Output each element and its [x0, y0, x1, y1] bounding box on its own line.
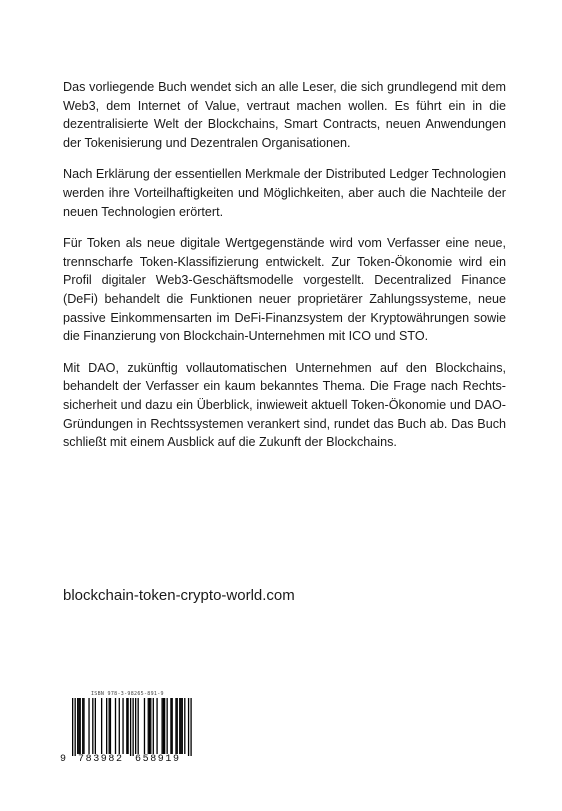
barcode-bar	[190, 698, 191, 756]
blurb-paragraph-2: Nach Erklärung der essentiellen Merkmale der Distributed Ledger Technologien werden ihre Vorteilhaftigkeiten und Möglichkeiten, aber auch die Nachteile der neuen Technologien erörtert.	[63, 167, 506, 219]
barcode-bar	[138, 698, 139, 754]
barcode-digit-first: 9	[60, 754, 67, 765]
barcode-bar	[82, 698, 83, 754]
barcode-bar	[180, 698, 181, 754]
barcode-bar	[80, 698, 81, 754]
barcode-bar	[115, 698, 116, 754]
blurb-paragraph-4: Mit DAO, zukünftig vollautomatischen Unternehmen auf den Blockchains, behandelt der Verfasser ein kaum bekanntes Thema. Die Frage nach Rechtssicherheit und dazu ein Überblick, inwieweit aktuell Token-Ökonomie und DAO-Gründungen in Rechtssystemen verankert sind, rundet das Buch ab. Das Buch schließt mit einem Ausblick auf die Zukunft der Blockchains.	[63, 360, 506, 450]
barcode-bar	[75, 698, 76, 756]
barcode-bar	[88, 698, 89, 754]
barcode-bar	[122, 698, 123, 754]
barcode-bar	[119, 698, 120, 754]
barcode-bar	[135, 698, 136, 754]
barcode-bar	[182, 698, 183, 754]
barcode-bar	[109, 698, 110, 754]
barcode-bar	[144, 698, 145, 754]
isbn-barcode	[59, 690, 199, 770]
barcode-bar	[188, 698, 189, 756]
barcode-bar	[127, 698, 128, 754]
barcode-bar	[175, 698, 176, 754]
barcode-bar	[184, 698, 185, 754]
barcode-bar	[150, 698, 151, 754]
barcode-bar	[172, 698, 173, 754]
barcode-bar	[110, 698, 111, 754]
barcode-bar	[179, 698, 180, 754]
barcode-isbn-text: ISBN 978-3-98265-891-9	[91, 691, 164, 697]
barcode-bar	[170, 698, 171, 754]
barcode-bar	[163, 698, 164, 754]
barcode-digits-left: 783982	[78, 754, 124, 765]
barcode-bar	[132, 698, 133, 756]
barcode-bar	[156, 698, 157, 754]
barcode-digits-right: 658919	[135, 754, 181, 765]
barcode-bar	[153, 698, 154, 754]
barcode-bar	[83, 698, 84, 754]
barcode-bar	[72, 698, 73, 756]
barcode-bar	[177, 698, 178, 754]
barcode-bar	[101, 698, 102, 754]
barcode-bar	[78, 698, 79, 754]
barcode-bar	[92, 698, 93, 754]
barcode-bar	[161, 698, 162, 754]
barcode-bar	[126, 698, 127, 754]
barcode-bar	[164, 698, 165, 754]
barcode-bar	[106, 698, 107, 754]
website-url: blockchain-token-crypto-world.com	[63, 587, 295, 604]
barcode-bar	[130, 698, 131, 756]
barcode-bar	[77, 698, 78, 754]
barcode-bar	[95, 698, 96, 754]
barcode-bar	[148, 698, 149, 754]
barcode-bar	[149, 698, 150, 754]
blurb-paragraph-1: Das vorliegende Buch wendet sich an alle Leser, die sich grundlegend mit dem Web3, dem Internet of Value, vertraut machen wollen. Es führt ein in die dezentralisierte Welt der Blockchains, Smart Contracts, neuen Anwendungen der Tokenisierung und Dezentralen Organisationen.	[63, 80, 506, 150]
blurb	[63, 78, 506, 465]
barcode-bar	[167, 698, 168, 754]
blurb-paragraph-3: Für Token als neue digitale Wertgegenstände wird vom Verfasser eine neue, trennscharfe Token-Klassifizierung entwickelt. Zur Token-Ökonomie wird ein Profil digitaler Web3-Geschäftsmodelle vorgestellt. Decentralized Finance (DeFi) behandelt die Funktionen neuer proprietärer Zahlungssysteme, neue passive Einkommensarten im DeFi-Finanzsystem der Kryptowährungen sowie die Finanzierung von Blockchain-Unternehmen mit ICO und STO.	[63, 236, 506, 344]
barcode-bars	[59, 690, 199, 756]
